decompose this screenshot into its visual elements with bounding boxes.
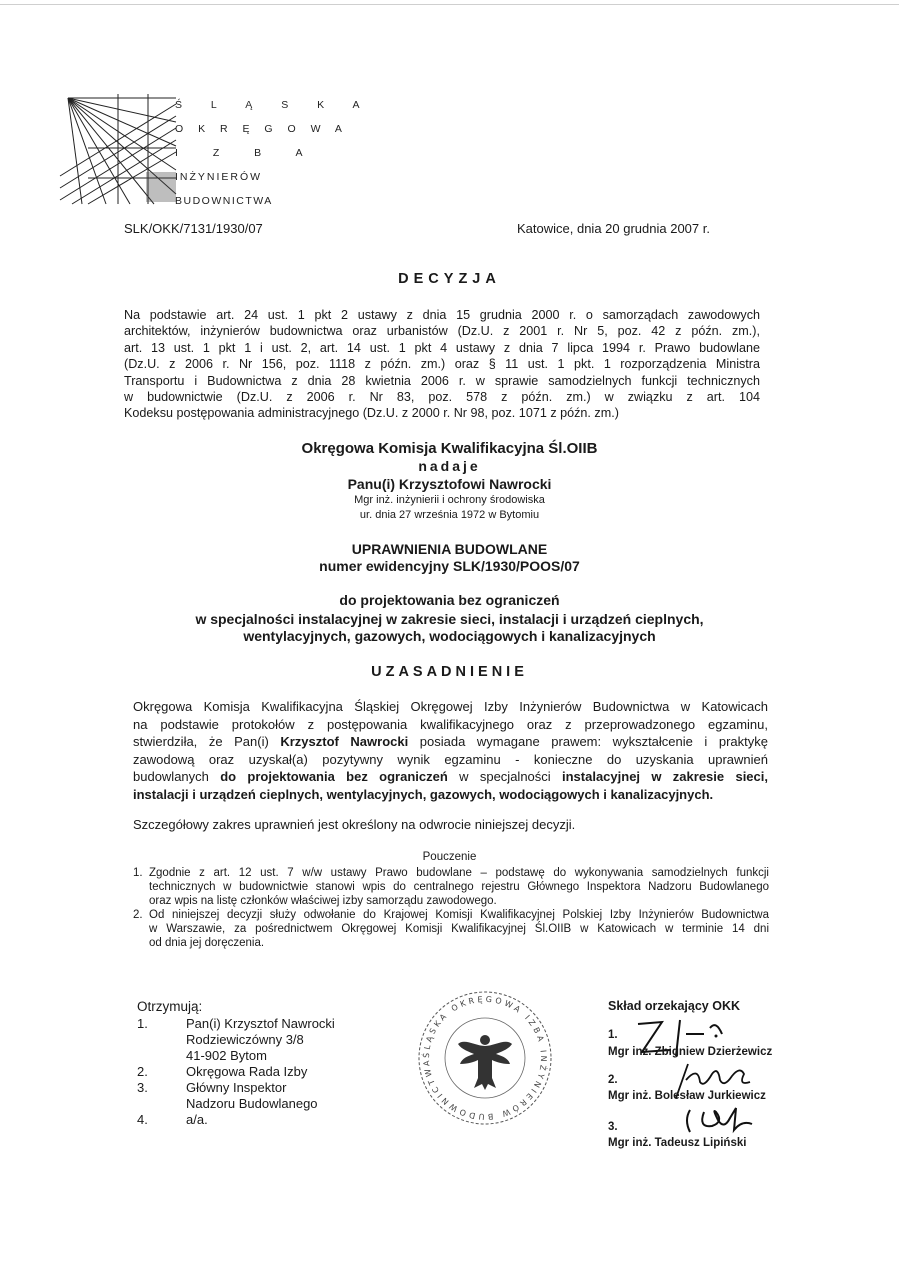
panel-member-number: 3. [608, 1121, 618, 1133]
justification-name: Krzysztof Nawrocki [280, 734, 409, 750]
justification-line: instalacji i urządzeń cieplnych, wentylacyjnych, gazowych, wodociągowych i kanalizacyjnych. [133, 786, 714, 802]
justification-fragment: posiada wymagane prawem: wykształcenie i praktykę [408, 734, 768, 750]
instruction-list [133, 866, 769, 950]
permit-scope-line: wentylacyjnych, gazowych, wodociągowych i kanalizacyjnych [243, 628, 656, 644]
grant-verb: nadaje [418, 458, 481, 474]
justification-fragment: stwierdziła, że Pan(i) [133, 734, 281, 750]
legal-line: w budownictwie (Dz.U. z 2006 r. Nr 83, poz. 578 z późn. zm.) w związku z art. 104 [124, 390, 760, 405]
instruction-line: technicznych w budownictwie stanowi wpis do centralnego rejestru Głównego Inspektora Nadzoru Budowlanego [149, 881, 769, 893]
instruction-line: w Warszawie, za pośrednictwem Okręgowej Komisji Kwalifikacyjnej Śl.OIIB w Katowicach w terminie 14 dni [149, 923, 769, 935]
recipient-line: Okręgowa Rada Izby [186, 1064, 308, 1079]
justification-fragment: budowlanych [133, 769, 221, 785]
instruction-number: 2. [133, 909, 143, 921]
recipient-number: 4. [137, 1112, 148, 1127]
justification-line: Okręgowa Komisja Kwalifikacyjna Śląskiej Okręgowej Izby Inżynierów Budownictwa w Katowicach [133, 699, 768, 714]
instruction-line: oraz wpis na listę członków właściwej izby samorządu zawodowego. [149, 895, 497, 907]
detail-note: Szczegółowy zakres uprawnień jest określony na odwrocie niniejszej decyzji. [133, 817, 576, 832]
recipient-line: Rodziewiczówny 3/8 [186, 1032, 304, 1047]
instruction-item [133, 866, 769, 908]
logo-line: BUDOWNICTWA [175, 195, 273, 207]
recipient-line: a/a. [186, 1112, 208, 1127]
legal-line: Kodeksu postępowania administracyjnego (Dz.U. z 2000 r. Nr 98, poz. 1071 z późn. zm.) [124, 406, 619, 421]
justification-emphasis: instalacyjnej w zakresie sieci, [562, 769, 768, 785]
official-seal-icon [416, 988, 554, 1128]
recipient-number: 1. [137, 1016, 148, 1031]
justification-title: UZASADNIENIE [371, 664, 528, 680]
chamber-logo-icon [58, 88, 178, 206]
recipient-line: Główny Inspektor [186, 1080, 287, 1095]
reference-number: SLK/OKK/7131/1930/07 [124, 221, 263, 236]
instruction-item [133, 908, 769, 950]
justification-text [133, 698, 768, 804]
recipient-item [137, 1064, 335, 1080]
panel-member-number: 1. [608, 1029, 618, 1041]
justification-emphasis: do projektowania bez ograniczeń [220, 769, 448, 785]
legal-line: architektów, inżynierów budownictwa oraz urbanistów (Dz.U. z 2001 r. Nr 5, poz. 42 z późn. zm.), [124, 324, 760, 339]
recipient-item [137, 1080, 335, 1112]
recipient-item [137, 1016, 335, 1064]
recipient-number: 2. [137, 1064, 148, 1079]
permit-scope-line: do projektowania bez ograniczeń [339, 592, 560, 608]
issue-date: Katowice, dnia 20 grudnia 2007 r. [517, 221, 710, 236]
instruction-number: 1. [133, 867, 143, 879]
committee-name: Okręgowa Komisja Kwalifikacyjna Śl.OIIB [301, 440, 598, 457]
permit-title: UPRAWNIENIA BUDOWLANE [351, 541, 548, 557]
recipient-number: 3. [137, 1080, 148, 1095]
instruction-title: Pouczenie [422, 851, 477, 863]
logo-line: INŻYNIERÓW [175, 171, 263, 183]
instruction-line: Od niniejszej decyzji służy odwołanie do Krajowej Komisji Kwalifikacyjnej Polskiej Izby Inżynierów Budownictwa [149, 909, 769, 921]
scan-edge-line [0, 4, 899, 5]
justification-line [133, 768, 768, 786]
permit-number: numer ewidencyjny SLK/1930/POOS/07 [319, 558, 580, 574]
legal-line: (Dz.U. z 2006 r. Nr 156, poz. 1118 z późn. zm.) oraz § 11 ust. 1 pkt. 1 rozporządzenia Ministra [124, 357, 760, 372]
justification-line: zawodową oraz uzyskał(a) pozytywny wynik egzaminu - konieczne do uzyskania uprawnień [133, 751, 768, 767]
instruction-line: od dnia jej doręczenia. [149, 937, 265, 949]
recipient-line: Pan(i) Krzysztof Nawrocki [186, 1016, 335, 1031]
signature-3-icon [620, 1104, 810, 1136]
recipient-line: 41-902 Bytom [186, 1048, 267, 1063]
instruction-line: Zgodnie z art. 12 ust. 7 w/w ustawy Prawo budowlane – podstawę do wykonywania samodzielnych funkcji [149, 867, 769, 879]
recipient-line: Nadzoru Budowlanego [186, 1096, 318, 1111]
logo-line: Ś L Ą S K A [175, 99, 373, 111]
legal-line: Transportu i Budownictwa z dnia 28 kwietnia 2006 r. w sprawie samodzielnych funkcji technicznych [124, 373, 760, 388]
legal-basis [124, 307, 760, 422]
logo-line: O K R Ę G O W A [175, 123, 348, 135]
logo-line: I Z B A [175, 147, 305, 159]
recipient-item [137, 1112, 335, 1128]
recipient-degree: Mgr inż. inżynierii i ochrony środowiska [354, 494, 545, 506]
justification-line [133, 733, 768, 751]
seal-text: ŚLĄSKA OKRĘGOWA IZBA INŻYNIERÓW BUDOWNICTWA [421, 994, 549, 1122]
legal-line: art. 13 ust. 1 pkt 1 i ust. 2, art. 14 ust. 1 pkt 4 ustawy z dnia 7 lipca 1994 r. Prawo budowlane [124, 340, 760, 355]
panel-member-number: 2. [608, 1074, 618, 1086]
document-title: DECYZJA [398, 271, 501, 287]
justification-fragment: w specjalności [447, 769, 562, 785]
panel-member-name: Mgr inż. Zbigniew Dzierżewicz [608, 1046, 773, 1058]
permit-scope-line: w specjalności instalacyjnej w zakresie sieci, instalacji i urządzeń cieplnych, [195, 611, 704, 627]
justification-line: na podstawie protokołów z postępowania kwalifikacyjnego oraz z przeprowadzonego egzaminu, [133, 716, 768, 732]
recipients-title: Otrzymują: [137, 999, 203, 1014]
panel-title: Skład orzekający OKK [608, 999, 741, 1013]
recipient-name: Panu(i) Krzysztofowi Nawrocki [347, 476, 552, 492]
chamber-logo-text [175, 93, 372, 213]
recipient-birth: ur. dnia 27 września 1972 w Bytomiu [359, 509, 540, 521]
recipients-list [137, 1016, 335, 1128]
legal-line: Na podstawie art. 24 ust. 1 pkt 2 ustawy z dnia 15 grudnia 2000 r. o samorządach zawodowych [124, 308, 760, 322]
panel-member-name: Mgr inż. Bolesław Jurkiewicz [608, 1090, 766, 1102]
panel-member-name: Mgr inż. Tadeusz Lipiński [608, 1137, 747, 1149]
